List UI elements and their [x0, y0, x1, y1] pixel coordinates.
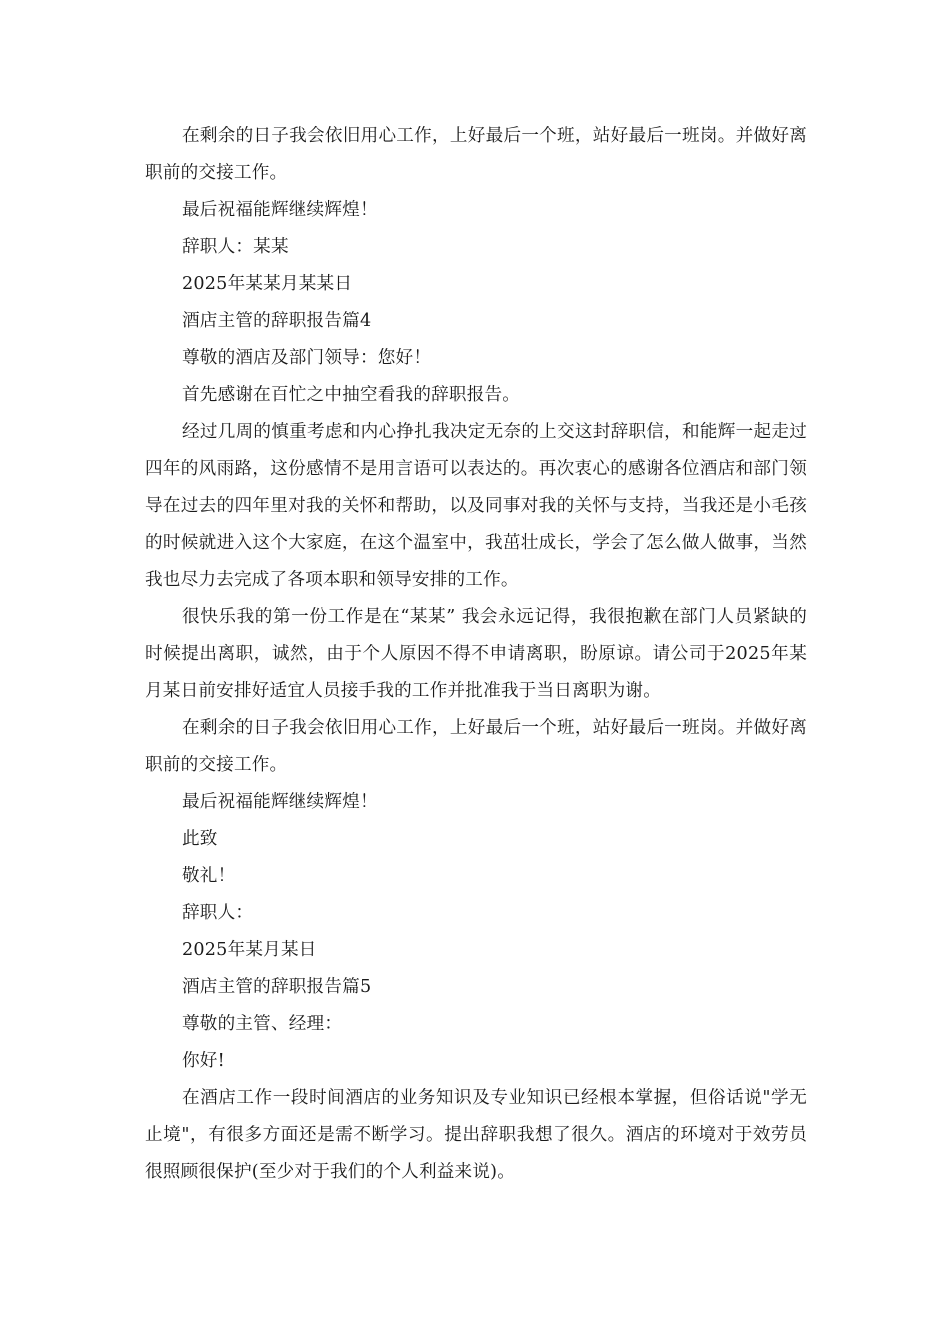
section-title: 酒店主管的辞职报告篇4	[182, 311, 372, 331]
closing-line: 敬礼！	[182, 866, 236, 886]
greeting: 你好!	[182, 1051, 225, 1071]
paragraph: 最后祝福能辉继续辉煌！	[182, 200, 378, 220]
section-title: 酒店主管的辞职报告篇5	[182, 977, 372, 997]
paragraph: 很快乐我的第一份工作是在“某某” 我会永远记得，我很抱歉在部门人员紧缺的时候提出离职，诚然，由于个人原因不得不申请离职，盼原谅。请公司于2025年某月某日前安排好适宜人员接手我的工作并批准我于当日离职为谢。	[145, 607, 807, 701]
paragraph: 在剩余的日子我会依旧用心工作，上好最后一个班，站好最后一班岗。并做好离职前的交接工作。	[145, 718, 807, 775]
paragraph: 经过几周的慎重考虑和内心挣扎我决定无奈的上交这封辞职信，和能辉一起走过四年的风雨路，这份感情不是用言语可以表达的。再次衷心的感谢各位酒店和部门领导在过去的四年里对我的关怀和帮助，以及同事对我的关怀与支持，当我还是小毛孩的时候就进入这个大家庭，在这个温室中，我茁壮成长，学会了怎么做人做事，当然我也尽力去完成了各项本职和领导安排的工作。	[145, 422, 807, 590]
document-body	[145, 118, 807, 1191]
paragraph: 最后祝福能辉继续辉煌！	[182, 792, 378, 812]
date-line: 2025年某某月某某日	[182, 274, 353, 294]
paragraph: 在酒店工作一段时间酒店的业务知识及专业知识已经根本掌握，但俗话说"学无止境"，有很多方面还是需不断学习。提出辞职我想了很久。酒店的环境对于效劳员很照顾很保护(至少对于我们的个人利益来说)。	[145, 1088, 807, 1182]
signature-line: 辞职人：	[182, 903, 254, 923]
date-line: 2025年某月某日	[182, 940, 317, 960]
signature-line: 辞职人：某某	[182, 237, 289, 257]
salutation: 尊敬的酒店及部门领导：您好！	[182, 348, 432, 368]
salutation: 尊敬的主管、经理：	[182, 1014, 343, 1034]
closing-line: 此致	[182, 829, 218, 849]
paragraph: 在剩余的日子我会依旧用心工作，上好最后一个班，站好最后一班岗。并做好离职前的交接工作。	[145, 126, 807, 183]
paragraph: 首先感谢在百忙之中抽空看我的辞职报告。	[182, 385, 521, 405]
